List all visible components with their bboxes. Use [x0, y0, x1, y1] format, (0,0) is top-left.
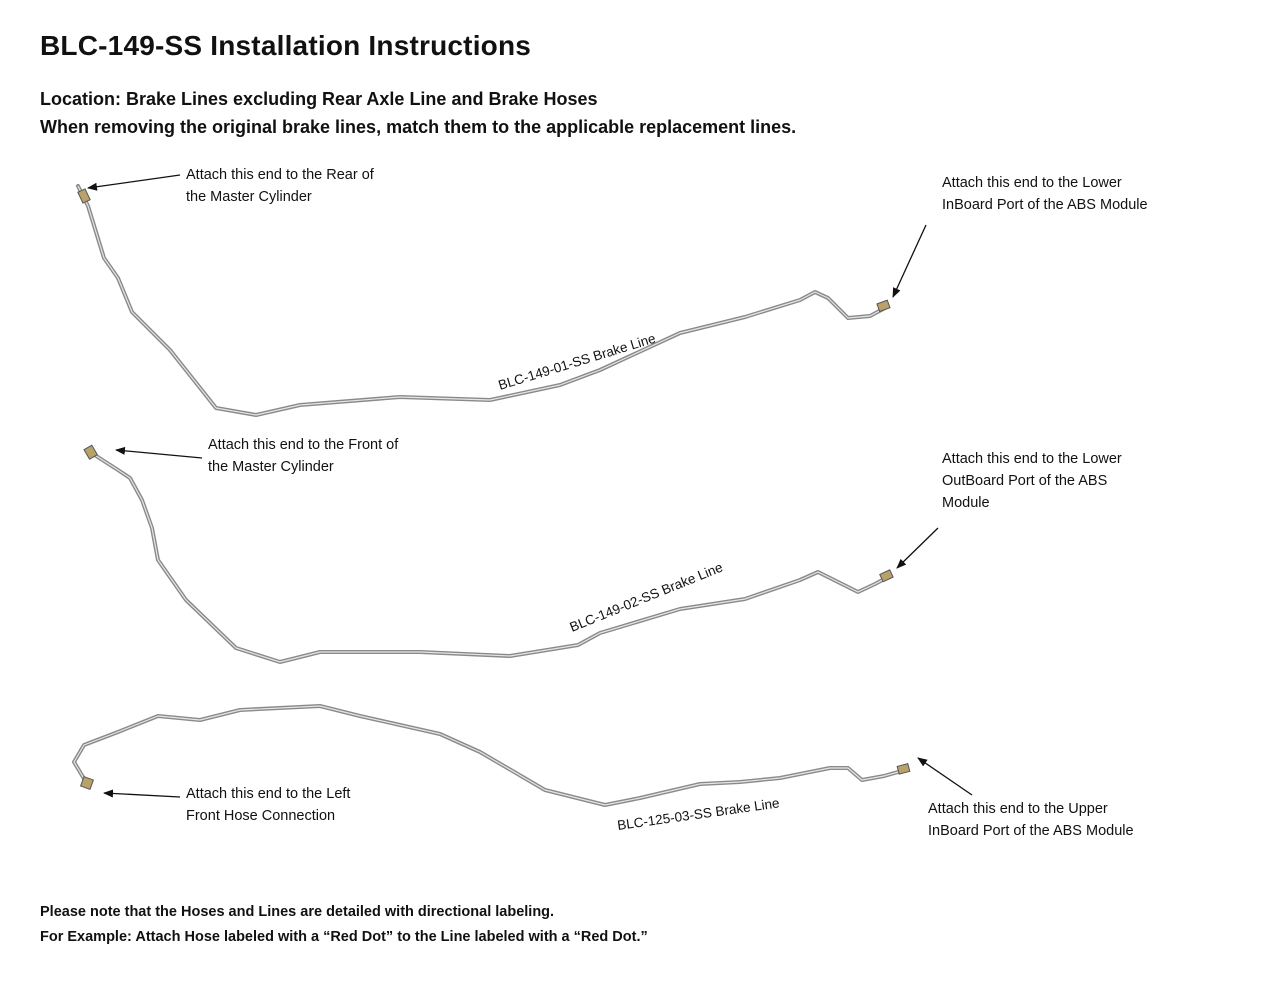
arrow-2b — [897, 528, 938, 568]
fitting-icon — [877, 300, 890, 311]
note-line2-end-a: Attach this end to the Front of the Master Cylinder — [208, 437, 399, 475]
arrow-1a — [88, 175, 180, 188]
instruction-text: When removing the original brake lines, match them to the applicable replacement lines. — [40, 117, 797, 137]
note-line1-end-a: Attach this end to the Rear of the Master Cylinder — [186, 167, 374, 205]
line-label-2: BLC-149-02-SS Brake Line — [567, 559, 725, 635]
fitting-icon — [78, 189, 90, 203]
location-text: Location: Brake Lines excluding Rear Axle Line and Brake Hoses — [40, 89, 598, 109]
page-title: BLC-149-SS Installation Instructions — [40, 30, 532, 61]
note-line1-end-b: Attach this end to the Lower InBoard Port of the ABS Module — [942, 175, 1148, 213]
note-line3-end-a: Attach this end to the Left Front Hose Connection — [186, 786, 351, 824]
brake-line-1 — [78, 175, 926, 415]
fitting-icon — [897, 764, 910, 775]
footer-note-2: For Example: Attach Hose labeled with a “Red Dot” to the Line labeled with a “Red Dot.” — [40, 929, 648, 945]
arrow-3a — [104, 793, 180, 797]
line-label-1: BLC-149-01-SS Brake Line — [496, 330, 658, 393]
line-label-3: BLC-125-03-SS Brake Line — [616, 795, 781, 833]
arrow-1b — [893, 225, 926, 297]
note-line2-end-b: Attach this end to the Lower OutBoard Port of the ABS Module — [942, 451, 1122, 511]
arrow-2a — [116, 450, 202, 458]
fitting-icon — [880, 570, 893, 582]
footer-note-1: Please note that the Hoses and Lines are detailed with directional labeling. — [40, 904, 555, 920]
arrow-3b — [918, 758, 972, 795]
note-line3-end-b: Attach this end to the Upper InBoard Port of the ABS Module — [928, 801, 1134, 839]
